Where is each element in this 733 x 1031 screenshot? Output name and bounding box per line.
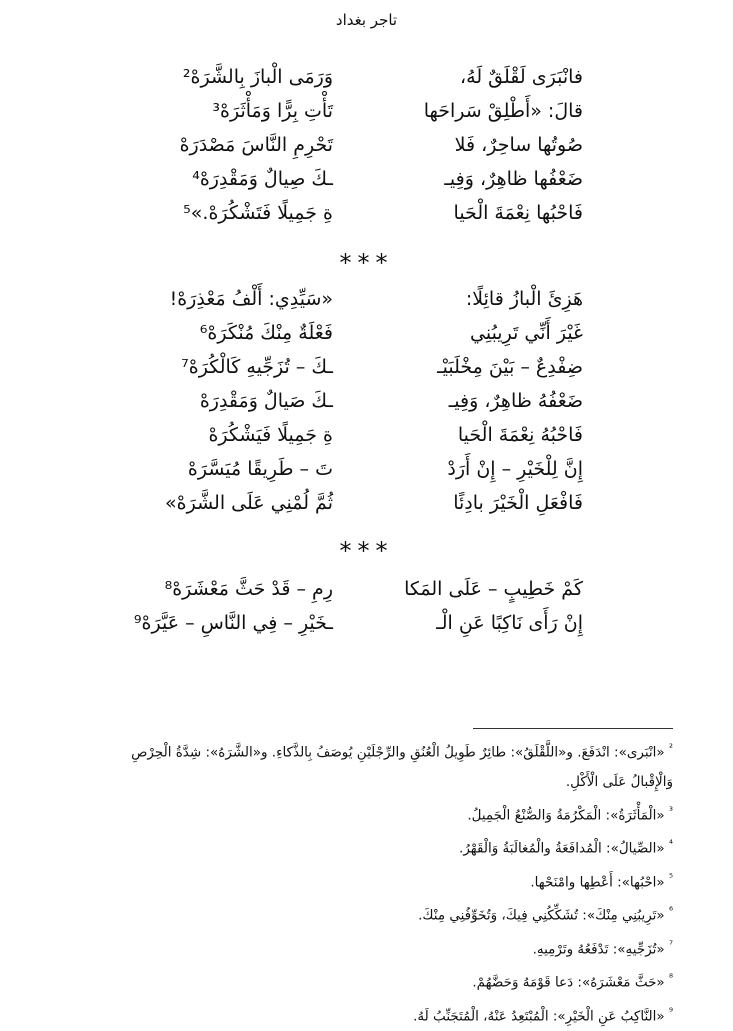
- verse-first-hemistich: فانْبَرَى لَقْلَقٌ لَهُ،: [343, 60, 583, 94]
- verse: [0, 94, 733, 128]
- footnote-8: [33, 964, 673, 998]
- verse-second-hemistich: ةِ جَمِيلًا فَيَشْكُرَهْ: [83, 418, 333, 452]
- verse: [0, 60, 733, 94]
- footnotes: [33, 734, 673, 1031]
- running-header: تاجر بغداد: [0, 10, 733, 30]
- footnote-text: «الْمَأْثَرَةُ»: الْمَكْرُمَةُ وَالصُّنْعُ الْجَمِيلُ.: [467, 807, 664, 823]
- verse-first-hemistich: صُوتُها ساحِرٌ، فَلا: [343, 128, 583, 162]
- footnote-text: «انْبَرى»: انْدَفَعَ. و«اللَّقْلَقُ»: طائِرٌ طَوِيلُ الْعُنُقِ والرِّجْلَيْنِ يُوصَفُ بِالذَّكاءِ. و«الشَّرَهُ»: شِدَّةُ الْحِرْصِ: [131, 745, 665, 761]
- verse: [0, 606, 733, 640]
- verse-second-hemistich: ـخَيْرِ – فِي النَّاسِ – عَيَّرَهْ⁹: [83, 606, 333, 640]
- verse-first-hemistich: قالَ: «أَطْلِقْ سَراحَها: [343, 94, 583, 128]
- verse-first-hemistich: فَافْعَلِ الْخَيْرَ بادِئًا: [343, 486, 583, 520]
- verse: [0, 350, 733, 384]
- verse-second-hemistich: رِمِ – قَدْ حَثَّ مَعْشَرَهْ⁸: [83, 572, 333, 606]
- verse: [0, 452, 733, 486]
- verse-first-hemistich: غَيْرَ أَنِّي تَرِيبُنِي: [343, 316, 583, 350]
- stanza-separator: ***: [0, 536, 733, 566]
- verse-second-hemistich: تَأْتِ بِرًّا وَمَأْثَرَهْ³: [83, 94, 333, 128]
- verse-second-hemistich: ـكَ – تُزَجِّيهِ كَالْكُرَهْ⁷: [83, 350, 333, 384]
- footnote-number: ⁶: [669, 906, 673, 917]
- verse-first-hemistich: ضَعْفُها ظاهِرٌ، وَفِيـ: [343, 162, 583, 196]
- footnote-text-continued: وَالْإِقْبالُ عَلَى الْأَكْلِ.: [566, 774, 673, 790]
- footnote-text: «الصِّيالُ»: الْمُدافَعَةُ والْمُغالَبَةُ وَالْقَهْرُ.: [459, 841, 665, 857]
- footnote-5: [33, 864, 673, 898]
- footnote-7: [33, 931, 673, 965]
- footnote-divider: [473, 728, 673, 729]
- verse: [0, 572, 733, 606]
- footnote-number: ⁴: [669, 839, 673, 850]
- footnote-number: ⁸: [669, 973, 673, 984]
- footnote-text: «احْبُها»: أَعْطِها وامْنَحْها.: [530, 874, 664, 890]
- verse-first-hemistich: هَزِئَ الْبازُ قائِلًا:: [343, 282, 583, 316]
- verse-second-hemistich: تَ – طَرِيقًا مُيَسَّرَهْ: [83, 452, 333, 486]
- footnote-9: [33, 998, 673, 1031]
- verse-second-hemistich: «سَيِّدِي: أَلْفُ مَعْذِرَهْ!: [83, 282, 333, 316]
- verse-first-hemistich: فَاحْبُهُ نِعْمَةَ الْحَيا: [343, 418, 583, 452]
- footnote-number: ⁵: [669, 873, 673, 884]
- footnote-text: «تُزَجِّيهِ»: تَدْفَعُهُ وتَرْمِيهِ.: [533, 941, 665, 957]
- verse-first-hemistich: كَمْ خَطِيبٍ – عَلَى المَكا: [343, 572, 583, 606]
- footnote-number: ²: [669, 743, 673, 754]
- verse-first-hemistich: إِنْ رَأَى نَاكِبًا عَنِ الْـ: [343, 606, 583, 640]
- verse-first-hemistich: ضِفْدِعٌ – بَيْنَ مِخْلَبَيْـ: [343, 350, 583, 384]
- footnote-text: «حَثَّ مَعْشَرَهُ»: دَعا قَوْمَهُ وَحَضَّهُمْ.: [472, 975, 664, 991]
- verse: [0, 316, 733, 350]
- verse-second-hemistich: وَرَمَى الْبازَ بِالشَّرَهْ²: [83, 60, 333, 94]
- verse-first-hemistich: ضَعْفُهُ ظاهِرٌ، وَفِيـ: [343, 384, 583, 418]
- footnote-number: ⁷: [669, 940, 673, 951]
- verse: [0, 162, 733, 196]
- footnote-text: «النَّاكِبُ عَنِ الْخَيْرِ»: الْمُبْتَعِدُ عَنْهُ، الْمُتَجَنِّبُ لَهُ.: [413, 1008, 665, 1024]
- verse-second-hemistich: فَعْلَةٌ مِنْكَ مُنْكَرَهْ⁶: [83, 316, 333, 350]
- verse: [0, 384, 733, 418]
- verse: [0, 282, 733, 316]
- verse: [0, 128, 733, 162]
- verse-second-hemistich: ةِ جَمِيلًا فَتَشْكُرَهْ.»⁵: [83, 196, 333, 230]
- footnote-3: [33, 797, 673, 831]
- verse-second-hemistich: ـكَ صِيالٌ وَمَقْدِرَهْ⁴: [83, 162, 333, 196]
- verse-second-hemistich: ثُمَّ لُمْنِي عَلَى الشَّرَهْ»: [83, 486, 333, 520]
- footnote-2: [33, 734, 673, 797]
- footnote-6: [33, 897, 673, 931]
- verse-second-hemistich: تَحْرِمِ النَّاسَ مَصْدَرَهْ: [83, 128, 333, 162]
- footnote-number: ³: [669, 806, 673, 817]
- verse-first-hemistich: إِنَّ لِلْخَيْرِ – إِنْ أَرَدْ: [343, 452, 583, 486]
- footnote-number: ⁹: [669, 1007, 673, 1018]
- footnote-text: «تَرِيبُنِي مِنْكَ»: تُشَكِّكُنِي فِيكَ، وَتُخَوِّفُنِي مِنْكَ.: [418, 908, 665, 924]
- stanza-separator: ***: [0, 248, 733, 278]
- verse: [0, 418, 733, 452]
- verse: [0, 486, 733, 520]
- verse: [0, 196, 733, 230]
- verse-first-hemistich: فَاحْبُها نِعْمَةَ الْحَيا: [343, 196, 583, 230]
- footnote-4: [33, 830, 673, 864]
- verse-second-hemistich: ـكَ صَيالٌ وَمَقْدِرَهْ: [83, 384, 333, 418]
